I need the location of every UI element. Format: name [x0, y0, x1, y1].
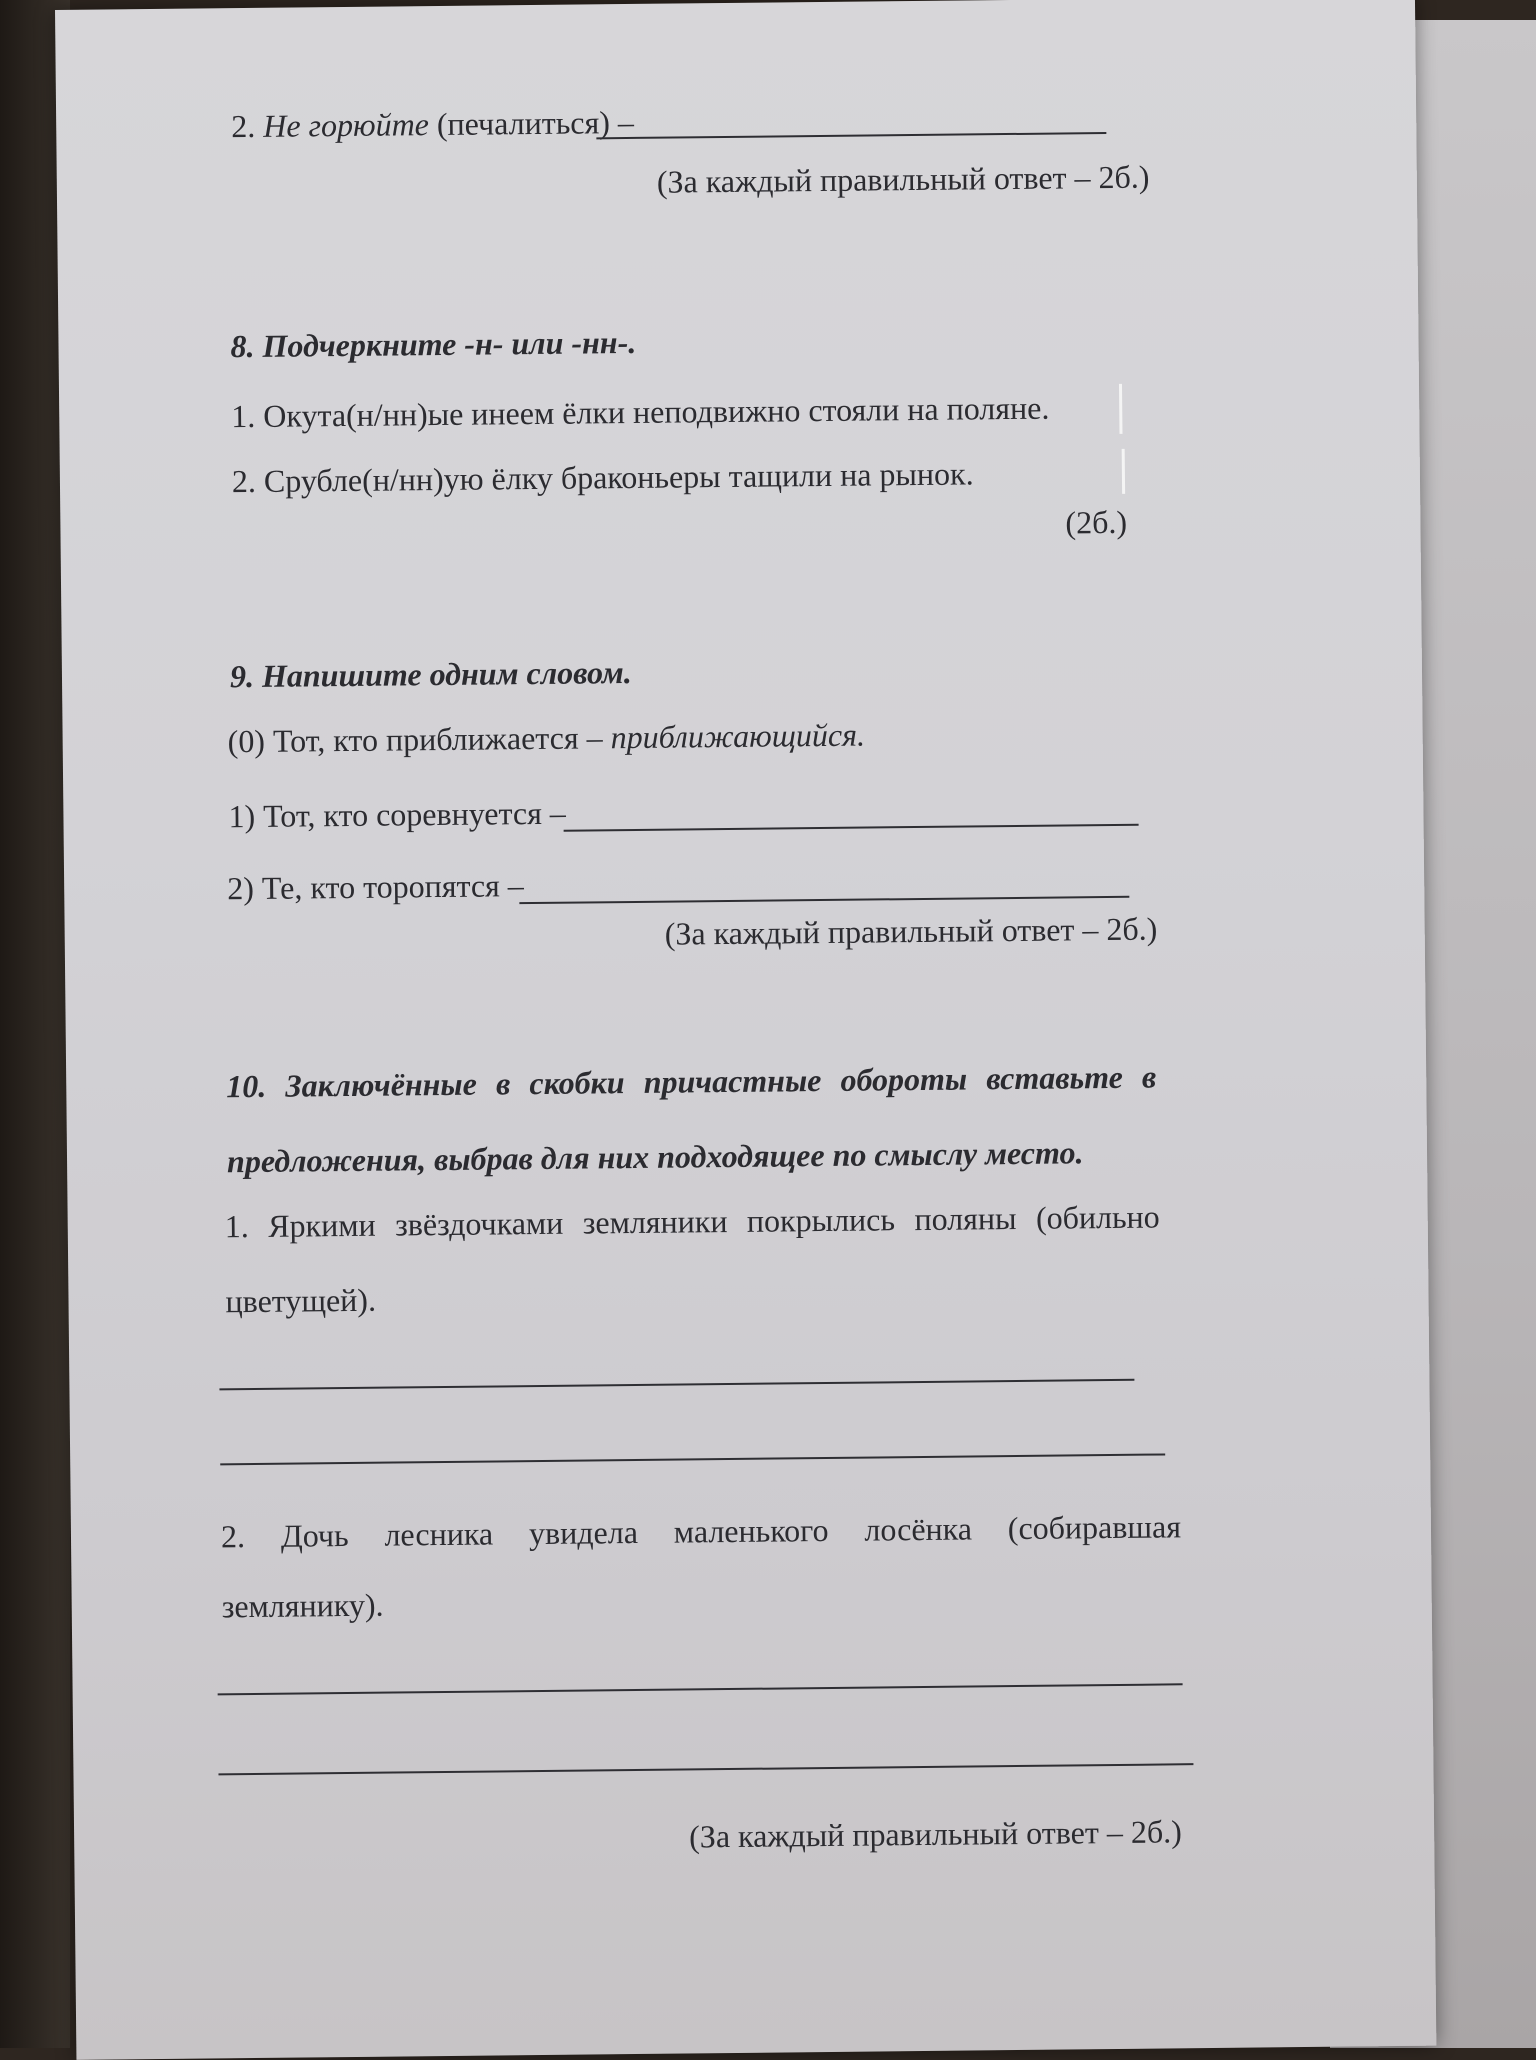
task-number: 8. [230, 327, 255, 365]
points-note: (За каждый правильный ответ – 2б.) [656, 158, 1150, 200]
points-note: (2б.) [1065, 503, 1128, 541]
answer-line[interactable] [220, 1453, 1165, 1465]
example-answer: приближающийся. [610, 716, 866, 756]
points-note: (За каждый правильный ответ – 2б.) [688, 1813, 1182, 1855]
task-8-item-1[interactable]: 1. Окута(н/нн)ые инеем ёлки неподвижно стояли на поляне. [231, 389, 1050, 435]
task-9-example [227, 717, 865, 761]
task-10-item-1-line-2: цветущей). [225, 1281, 377, 1320]
task-8-item-2[interactable]: 2. Срубле(н/нн)ую ёлку браконьеры тащили на рынок. [231, 455, 974, 500]
task-10-title-line-2: предложения, выбрав для них подходящее по смыслу место. [226, 1134, 1084, 1180]
answer-line[interactable] [596, 132, 1106, 139]
task-10-item-2-line-1: 2. Дочь лесника увидела маленького лосёнка (собиравшая [220, 1508, 1182, 1555]
answer-line[interactable] [218, 1763, 1193, 1775]
suffix-nn: -нн-. [571, 323, 637, 361]
pencil-mark [1119, 384, 1123, 434]
item-phrase: Не горюйте [263, 106, 430, 144]
task-10-title-line-1: 10. Заключённые в скобки причастные обороты вставьте в [226, 1058, 1157, 1105]
example-prefix: (0) Тот, кто приближается – [227, 719, 603, 760]
item-hint: (печалиться) – [436, 103, 635, 143]
item-2-line [231, 104, 634, 145]
task-10-item-2-line-2: землянику). [221, 1586, 384, 1625]
pencil-mark [1122, 449, 1125, 494]
item-number: 2. [231, 107, 256, 145]
points-note: (За каждый правильный ответ – 2б.) [664, 910, 1158, 952]
suffix-n: -н- [464, 325, 504, 362]
task-instruction: Подчеркните [262, 325, 457, 364]
task-9-item-1: 1) Тот, кто соревнуется – [228, 794, 566, 835]
task-8-title [230, 324, 636, 365]
answer-line[interactable] [519, 896, 1129, 904]
answer-line[interactable] [218, 1683, 1183, 1695]
task-9-item-2: 2) Те, кто торопятся – [227, 867, 524, 907]
or-word: или [511, 324, 564, 362]
task-10-item-1-line-1: 1. Яркими звёздочками земляники покрылись поляны (обильно [224, 1198, 1160, 1245]
answer-line[interactable] [219, 1379, 1134, 1391]
answer-line[interactable] [564, 824, 1139, 832]
task-9-title: 9. Напишите одним словом. [229, 653, 632, 695]
worksheet-page [55, 0, 1436, 2060]
